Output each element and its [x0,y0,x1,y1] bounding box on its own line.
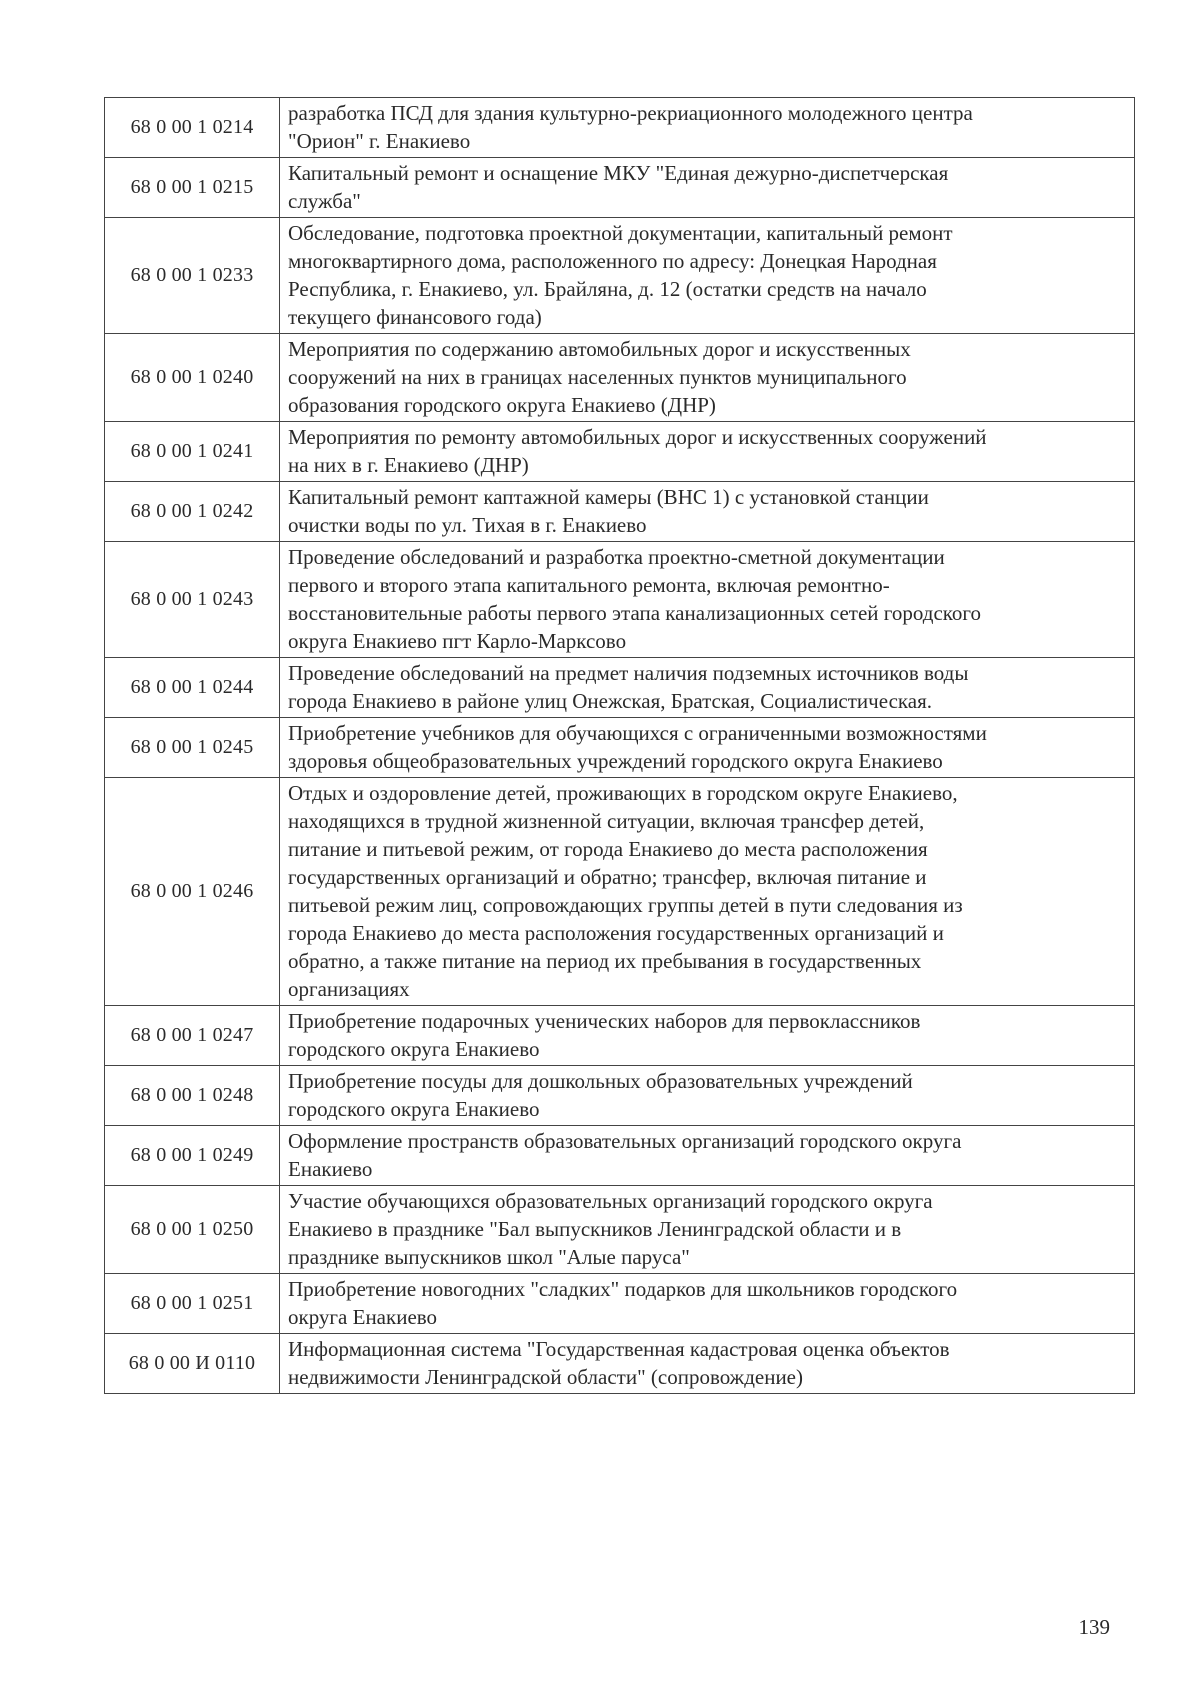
description-cell [280,1006,1135,1066]
description-cell [280,658,1135,718]
description-line: Приобретение учебников для обучающихся с ограниченными возможностями [288,721,987,745]
table-row [105,1186,1135,1274]
table-row [105,778,1135,1006]
description-line: образования городского округа Енакиево (ДНР) [288,393,716,417]
budget-code-cell: 68 0 00 1 0246 [105,778,280,1006]
budget-code-cell: 68 0 00 1 0250 [105,1186,280,1274]
description-line: Приобретение посуды для дошкольных образовательных учреждений [288,1069,913,1093]
description-line: сооружений на них в границах населенных пунктов муниципального [288,365,907,389]
description-line: государственных организаций и обратно; трансфер, включая питание и [288,865,927,889]
description-line: Мероприятия по содержанию автомобильных дорог и искусственных [288,337,911,361]
table-row [105,658,1135,718]
description-line: празднике выпускников школ "Алые паруса" [288,1245,690,1269]
page-number: 139 [1078,1615,1110,1639]
table-row [105,1334,1135,1394]
description-line: Информационная система "Государственная кадастровая оценка объектов [288,1337,950,1361]
description-line: Капитальный ремонт каптажной камеры (ВНС 1) с установкой станции [288,485,929,509]
description-cell [280,718,1135,778]
description-line: обратно, а также питание на период их пребывания в государственных [288,949,922,973]
description-line: многоквартирного дома, расположенного по адресу: Донецкая Народная [288,249,937,273]
table-row [105,334,1135,422]
table-row [105,1006,1135,1066]
description-line: организациях [288,977,410,1001]
description-cell [280,218,1135,334]
description-cell [280,158,1135,218]
table-row [105,1066,1135,1126]
description-line: Оформление пространств образовательных организаций городского округа [288,1129,962,1153]
budget-code-cell: 68 0 00 1 0240 [105,334,280,422]
description-line: здоровья общеобразовательных учреждений городского округа Енакиево [288,749,943,773]
budget-code-cell: 68 0 00 1 0249 [105,1126,280,1186]
description-line: Отдых и оздоровление детей, проживающих в городском округе Енакиево, [288,781,958,805]
budget-code-cell: 68 0 00 И 0110 [105,1334,280,1394]
table-row [105,218,1135,334]
description-cell [280,1186,1135,1274]
table-row [105,1126,1135,1186]
description-line: Енакиево [288,1157,373,1181]
description-line: Участие обучающихся образовательных организаций городского округа [288,1189,933,1213]
description-line: Проведение обследований и разработка проектно-сметной документации [288,545,945,569]
description-line: находящихся в трудной жизненной ситуации, включая трансфер детей, [288,809,925,833]
description-line: Капитальный ремонт и оснащение МКУ "Единая дежурно-диспетчерская [288,161,949,185]
description-line: на них в г. Енакиево (ДНР) [288,453,529,477]
description-line: недвижимости Ленинградской области" (сопровождение) [288,1365,803,1389]
description-line: городского округа Енакиево [288,1097,540,1121]
budget-code-cell: 68 0 00 1 0248 [105,1066,280,1126]
description-line: городского округа Енакиево [288,1037,540,1061]
budget-code-cell: 68 0 00 1 0247 [105,1006,280,1066]
description-line: Проведение обследований на предмет наличия подземных источников воды [288,661,969,685]
description-line: округа Енакиево пгт Карло-Марксово [288,629,627,653]
budget-code-table [104,97,1135,1394]
description-cell [280,1274,1135,1334]
budget-code-cell: 68 0 00 1 0241 [105,422,280,482]
budget-code-cell: 68 0 00 1 0244 [105,658,280,718]
table-row [105,482,1135,542]
description-cell [280,334,1135,422]
table-row [105,718,1135,778]
description-line: Приобретение новогодних "сладких" подарков для школьников городского [288,1277,958,1301]
table-body [105,98,1135,1394]
table-row [105,542,1135,658]
budget-code-cell: 68 0 00 1 0214 [105,98,280,158]
table-row [105,98,1135,158]
description-line: Енакиево в празднике "Бал выпускников Ленинградской области и в [288,1217,902,1241]
description-cell [280,542,1135,658]
description-line: Мероприятия по ремонту автомобильных дорог и искусственных сооружений [288,425,987,449]
description-line: первого и второго этапа капитального ремонта, включая ремонтно- [288,573,890,597]
description-line: служба" [288,189,361,213]
description-line: города Енакиево в районе улиц Онежская, Братская, Социалистическая. [288,689,933,713]
budget-code-cell: 68 0 00 1 0215 [105,158,280,218]
description-cell [280,1334,1135,1394]
description-line: города Енакиево до места расположения государственных организаций и [288,921,944,945]
description-line: очистки воды по ул. Тихая в г. Енакиево [288,513,647,537]
budget-code-cell: 68 0 00 1 0251 [105,1274,280,1334]
description-line: Республика, г. Енакиево, ул. Брайляна, д. 12 (остатки средств на начало [288,277,927,301]
description-line: питание и питьевой режим, от города Енакиево до места расположения [288,837,928,861]
description-line: Приобретение подарочных ученических наборов для первоклассников [288,1009,921,1033]
description-line: текущего финансового года) [288,305,542,329]
description-cell [280,98,1135,158]
description-line: питьевой режим лиц, сопровождающих группы детей в пути следования из [288,893,963,917]
description-cell [280,482,1135,542]
description-cell [280,778,1135,1006]
description-cell [280,1126,1135,1186]
description-line: "Орион" г. Енакиево [288,129,471,153]
budget-code-cell: 68 0 00 1 0245 [105,718,280,778]
description-line: округа Енакиево [288,1305,438,1329]
budget-code-cell: 68 0 00 1 0233 [105,218,280,334]
description-line: Обследование, подготовка проектной документации, капитальный ремонт [288,221,953,245]
description-cell [280,422,1135,482]
table-row [105,158,1135,218]
description-cell [280,1066,1135,1126]
table-row [105,422,1135,482]
budget-code-cell: 68 0 00 1 0243 [105,542,280,658]
table-row [105,1274,1135,1334]
budget-code-cell: 68 0 00 1 0242 [105,482,280,542]
description-line: разработка ПСД для здания культурно-рекриационного молодежного центра [288,101,973,125]
description-line: восстановительные работы первого этапа канализационных сетей городского [288,601,981,625]
